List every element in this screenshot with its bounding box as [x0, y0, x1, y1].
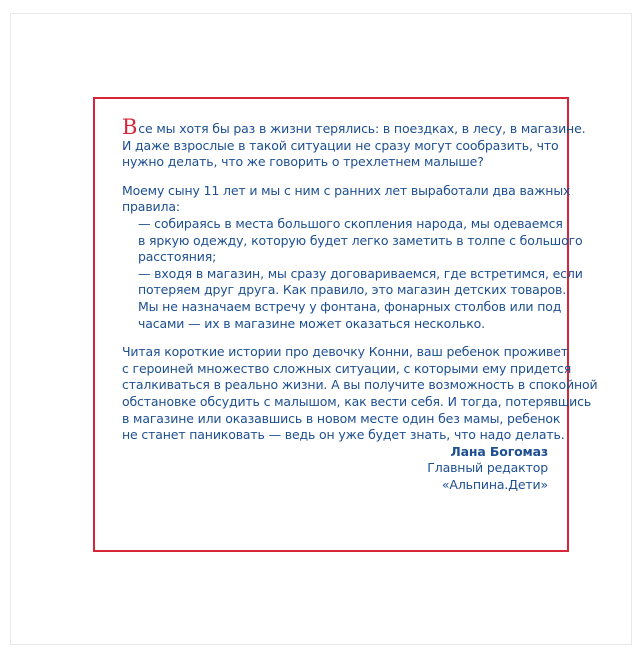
rule-2-line: Мы не назначаем встречу у фонтана, фонарных столбов или под [138, 298, 562, 314]
closing-paragraph [122, 344, 598, 444]
intro-line [122, 115, 586, 139]
closing-line: сталкиваться в реально жизни. А вы получите возможность в спокойной [122, 377, 598, 393]
closing-line: обстановке обсудить с малышом, как вести себя. И тогда, потерявшись [122, 393, 592, 409]
intro-line-text: се мы хотя бы раз в жизни терялись: в поездках, в лесу, в магазине. [138, 121, 586, 136]
rules-line: правила: [122, 199, 180, 215]
signature-company: «Альпина.Дети» [441, 476, 548, 492]
rule-1-line: — собираясь в места большого скопления народа, мы одеваемся [138, 215, 563, 231]
closing-line: в магазине или оказавшись в новом месте один без мамы, ребенок [122, 410, 561, 426]
drop-cap: В [122, 115, 138, 139]
signature-role: Главный редактор [427, 460, 548, 476]
rule-1-line: в яркую одежду, которую будет легко заметить в толпе с большого [138, 232, 583, 248]
rule-2-line: — входя в магазин, мы сразу договариваемся, где встретимся, если [138, 265, 583, 281]
foreword-text [122, 115, 598, 493]
rule-2-line: потеряем друг друга. Как правило, это магазин детских товаров. [138, 282, 567, 298]
signature [122, 444, 562, 494]
rules-paragraph [122, 182, 583, 332]
rule-1-line: расстояния; [138, 249, 217, 265]
intro-line: нужно делать, что же говорить о трехлетнем малыше? [122, 154, 484, 170]
closing-line: с героиней множество сложных ситуации, с которыми ему придется [122, 360, 572, 376]
foreword-box [93, 97, 598, 552]
intro-line: И даже взрослые в такой ситуации не сразу могут сообразить, что [122, 137, 559, 153]
closing-line: не станет паниковать — ведь он уже будет знать, что надо делать. [122, 427, 565, 443]
rule-2-line: часами — их в магазине может оказаться несколько. [138, 315, 485, 331]
signature-name: Лана Богомаз [450, 443, 548, 459]
closing-line: Читая короткие истории про девочку Конни, ваш ребенок проживет [122, 344, 568, 360]
rules-line: Моему сыну 11 лет и мы с ним с ранних лет выработали два важных [122, 182, 571, 198]
intro-paragraph [122, 115, 586, 171]
